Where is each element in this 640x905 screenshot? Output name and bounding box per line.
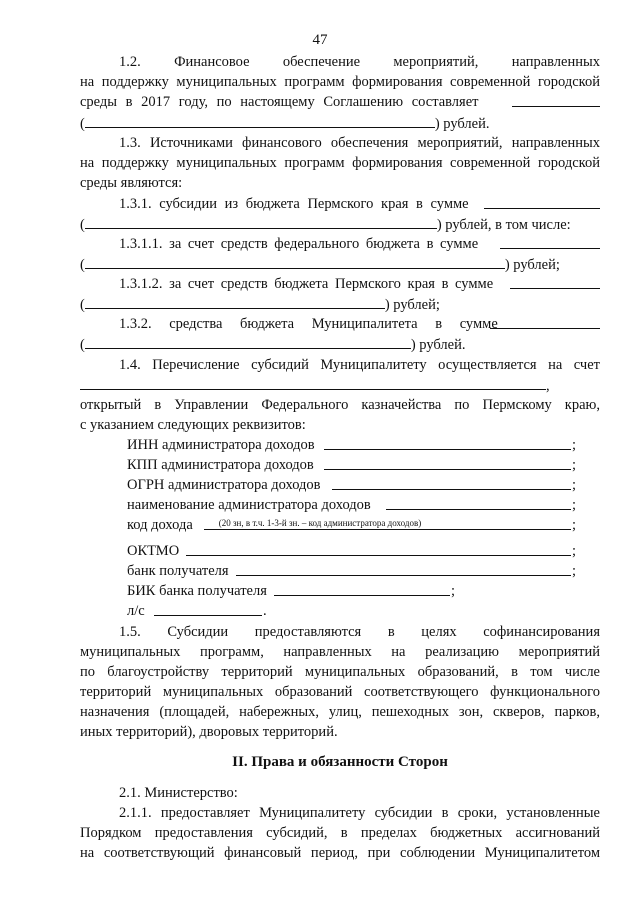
semicolon: ;: [572, 563, 577, 579]
amount-1-3-1-2-blank: [510, 274, 600, 289]
paragraph-2-1-1-line-2: Порядком предоставления субсидий, в пределах бюджетных ассигнований: [80, 825, 600, 841]
open-paren: (: [80, 217, 85, 233]
comma: ,: [546, 378, 550, 394]
requisite-kpp: [127, 455, 587, 475]
semicolon: ;: [572, 497, 577, 513]
semicolon: ;: [572, 543, 577, 559]
period: .: [263, 603, 267, 619]
open-paren: (: [80, 297, 85, 313]
paragraph-1-5-line-1: 1.5. Субсидии предоставляются в целях софинансирования: [119, 624, 600, 640]
rubles-label: ) рублей.: [410, 337, 466, 353]
amount-total-blank: [512, 92, 600, 107]
paragraph-1-5-line-5: назначения (площадей, набережных, улиц, пешеходных зон, скверов, парков,: [80, 704, 600, 720]
requisite-inn: [127, 435, 587, 455]
rubles-label: ) рублей, в том числе:: [436, 217, 571, 233]
amount-total-words-blank: [85, 113, 435, 128]
requisite-oktmo: [127, 541, 587, 561]
paragraph-1-4-line-2: [80, 375, 600, 396]
admin-name-label: наименование администратора доходов: [127, 497, 371, 513]
ogrn-blank: [332, 475, 571, 490]
ls-label: л/с: [127, 603, 145, 619]
open-paren: (: [80, 257, 85, 273]
income-code-label: код дохода: [127, 517, 193, 533]
semicolon: ;: [572, 477, 577, 493]
account-number-blank: [80, 375, 546, 390]
paragraph-1-3-1-line-1: [119, 194, 600, 214]
semicolon: ;: [572, 517, 577, 533]
paragraph-1-2-line-2: на поддержку муниципальных программ формирования современной городской: [80, 74, 600, 90]
paragraph-1-2-line-4: [80, 113, 600, 134]
amount-1-3-1-1-words-blank: [85, 254, 505, 269]
paragraph-1-4-line-3: открытый в Управлении Федерального казначейства по Пермскому краю,: [80, 397, 600, 413]
rubles-label: ) рублей;: [384, 297, 440, 313]
bank-label: банк получателя: [127, 563, 229, 579]
requisite-admin-name: [127, 495, 587, 515]
semicolon: ;: [572, 457, 577, 473]
paragraph-1-2-line-1: 1.2. Финансовое обеспечение мероприятий, направленных: [119, 54, 600, 70]
paragraph-1-3-1-text: 1.3.1. субсидии из бюджета Пермского края в сумме: [119, 196, 469, 212]
bik-blank: [274, 581, 450, 596]
paragraph-1-4-line-1: 1.4. Перечисление субсидий Муниципалитету осуществляется на счет: [119, 357, 600, 373]
semicolon: ;: [451, 583, 456, 599]
paragraph-1-3-line-2: на поддержку муниципальных программ формирования современной городской: [80, 155, 600, 171]
semicolon: ;: [572, 437, 577, 453]
paragraph-1-3-1-1-text: 1.3.1.1. за счет средств федерального бюджета в сумме: [119, 236, 479, 252]
oktmo-label: ОКТМО: [127, 543, 180, 559]
paragraph-1-3-2-line-1: [119, 314, 600, 334]
paragraph-1-2-text: среды в 2017 году, по настоящему Соглашению составляет: [80, 94, 479, 110]
paragraph-1-5-line-4: территорий муниципальных образований соответствующего функционального: [80, 684, 600, 700]
open-paren: (: [80, 337, 85, 353]
paragraph-1-3-1-2-text: 1.3.1.2. за счет средств бюджета Пермского края в сумме: [119, 276, 494, 292]
paragraph-1-3-2-text: 1.3.2. средства бюджета Муниципалитета в сумме: [119, 316, 498, 332]
oktmo-blank: [186, 541, 571, 556]
ls-blank: [154, 601, 262, 616]
requisite-ls: [127, 601, 587, 621]
page-number: 47: [312, 32, 328, 48]
amount-1-3-1-1-blank: [500, 234, 600, 249]
inn-blank: [324, 435, 571, 450]
paragraph-1-3-1-line-2: [80, 214, 600, 235]
bank-blank: [236, 561, 571, 576]
ogrn-label: ОГРН администратора доходов: [127, 477, 321, 493]
paragraph-2-1-1-line-3: на соответствующий финансовый период, при соблюдении Муниципалитетом: [80, 845, 600, 861]
rubles-label: ) рублей;: [504, 257, 560, 273]
paragraph-1-3-2-line-2: [80, 334, 600, 355]
requisite-bank: [127, 561, 587, 581]
admin-name-blank: [386, 495, 571, 510]
paragraph-1-5-line-3: по благоустройству территорий муниципальных образований, в том числе: [80, 664, 600, 680]
paragraph-1-3-1-1-line-1: [119, 234, 600, 254]
amount-1-3-1-blank: [484, 194, 600, 209]
requisite-ogrn: [127, 475, 587, 495]
paragraph-2-1-1-line-1: 2.1.1. предоставляет Муниципалитету субсидии в сроки, установленные: [119, 805, 600, 821]
paragraph-1-5-line-6: иных территорий), дворовых территорий.: [80, 724, 338, 740]
requisite-bik: [127, 581, 587, 601]
income-code-note: (20 зн, в т.ч. 1-3-й зн. – код администратора доходов): [218, 518, 422, 528]
paragraph-1-3-line-1: 1.3. Источниками финансового обеспечения мероприятий, направленных: [119, 135, 600, 151]
amount-1-3-1-words-blank: [85, 214, 437, 229]
paragraph-1-3-1-2-line-2: [80, 294, 600, 315]
section-2-title: II. Права и обязанности Сторон: [232, 754, 448, 770]
bik-label: БИК банка получателя: [127, 583, 267, 599]
paragraph-1-3-line-3: среды являются:: [80, 175, 183, 191]
paragraph-1-3-1-2-line-1: [119, 274, 600, 294]
rubles-label: ) рублей.: [434, 116, 490, 132]
inn-label: ИНН администратора доходов: [127, 437, 315, 453]
kpp-blank: [324, 455, 571, 470]
amount-1-3-2-blank: [490, 314, 600, 329]
paragraph-1-2-line-3: [80, 92, 600, 112]
kpp-label: КПП администратора доходов: [127, 457, 314, 473]
open-paren: (: [80, 116, 85, 132]
paragraph-1-5-line-2: муниципальных программ, направленных на реализацию мероприятий: [80, 644, 600, 660]
amount-1-3-1-2-words-blank: [85, 294, 385, 309]
amount-1-3-2-words-blank: [85, 334, 411, 349]
paragraph-1-4-line-4: с указанием следующих реквизитов:: [80, 417, 306, 433]
paragraph-2-1: 2.1. Министерство:: [119, 785, 238, 801]
paragraph-1-3-1-1-line-2: [80, 254, 600, 275]
